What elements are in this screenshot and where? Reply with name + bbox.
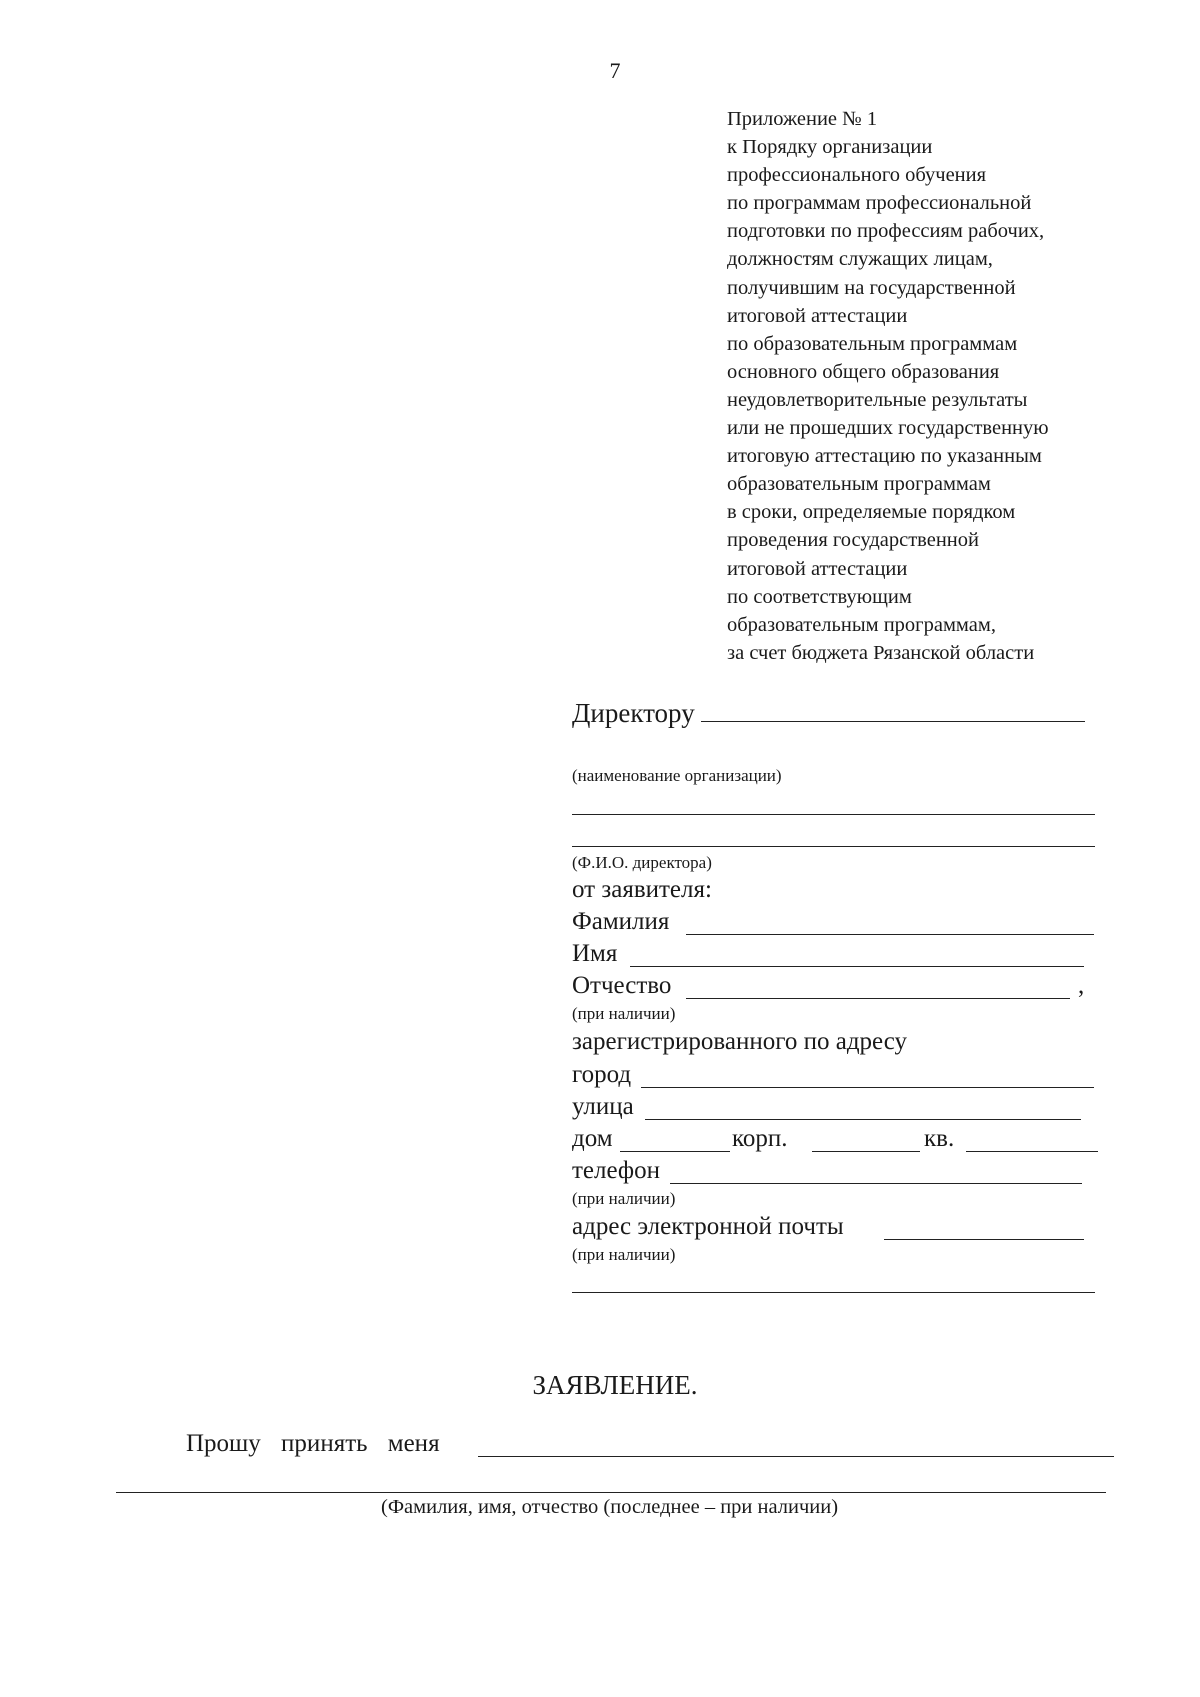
extra-line[interactable]	[572, 1292, 1095, 1293]
director-name-caption: (Ф.И.О. директора)	[572, 853, 712, 872]
appendix-line: образовательным программам	[727, 473, 991, 496]
director-name-line[interactable]	[572, 846, 1095, 847]
appendix-line: итоговую аттестацию по указанным	[727, 445, 1042, 468]
from-applicant-label: от заявителя:	[572, 876, 712, 903]
street-label: улица	[572, 1093, 634, 1120]
building-label: корп.	[732, 1125, 788, 1152]
appendix-line: итоговой аттестации	[727, 304, 908, 327]
email-note: (при наличии)	[572, 1245, 676, 1264]
appendix-line: в сроки, определяемые порядком	[727, 501, 1016, 524]
appendix-line: основного общего образования	[727, 360, 1000, 383]
apartment-label: кв.	[924, 1125, 955, 1152]
appendix-line: за счет бюджета Рязанской области	[727, 641, 1035, 664]
phone-note: (при наличии)	[572, 1189, 676, 1208]
appendix-line: итоговой аттестации	[727, 557, 908, 580]
phone-line[interactable]	[670, 1183, 1082, 1184]
phone-label: телефон	[572, 1157, 660, 1184]
city-label: город	[572, 1061, 632, 1088]
first-name-label: Имя	[572, 940, 618, 967]
email-line[interactable]	[884, 1239, 1084, 1240]
appendix-line: или не прошедших государственную	[727, 417, 1049, 440]
page-number: 7	[609, 58, 621, 83]
appendix-header	[727, 105, 1167, 667]
patronymic-line[interactable]	[686, 998, 1070, 999]
appendix-line: по программам профессиональной	[727, 192, 1032, 215]
building-line[interactable]	[812, 1151, 920, 1152]
appendix-line: подготовки по профессиям рабочих,	[727, 220, 1045, 243]
appendix-line: получившим на государственной	[727, 276, 1016, 299]
org-name-caption: (наименование организации)	[572, 766, 782, 785]
request-second-line[interactable]	[116, 1492, 1106, 1493]
request-text: Прошу принять меня	[186, 1430, 440, 1457]
city-line[interactable]	[641, 1087, 1094, 1088]
house-line[interactable]	[620, 1151, 730, 1152]
patronymic-comma: ,	[1078, 972, 1085, 999]
appendix-line: Приложение № 1	[727, 108, 878, 130]
appendix-line: профессионального обучения	[727, 164, 987, 187]
patronymic-note: (при наличии)	[572, 1004, 676, 1023]
appendix-line: образовательным программам,	[727, 613, 996, 636]
patronymic-label: Отчество	[572, 972, 672, 999]
director-org-line[interactable]	[701, 721, 1085, 722]
surname-label: Фамилия	[572, 908, 670, 935]
street-line[interactable]	[645, 1119, 1081, 1120]
appendix-line: к Порядку организации	[727, 136, 933, 159]
email-label: адрес электронной почты	[572, 1213, 844, 1240]
org-name-line[interactable]	[572, 814, 1095, 815]
appendix-line: должностям служащих лицам,	[727, 248, 993, 271]
appendix-line: по образовательным программам	[727, 332, 1018, 355]
appendix-line: неудовлетворительные результаты	[727, 388, 1028, 411]
name-caption: (Фамилия, имя, отчество (последнее – при наличии)	[381, 1496, 839, 1518]
statement-title: ЗАЯВЛЕНИЕ.	[532, 1370, 698, 1400]
apartment-line[interactable]	[966, 1151, 1098, 1152]
appendix-line: проведения государственной	[727, 529, 979, 552]
first-name-line[interactable]	[630, 966, 1084, 967]
director-label: Директору	[572, 698, 695, 728]
surname-line[interactable]	[686, 934, 1094, 935]
house-label: дом	[572, 1125, 613, 1152]
appendix-line: по соответствующим	[727, 585, 912, 608]
request-name-line[interactable]	[478, 1456, 1114, 1457]
registered-address-label: зарегистрированного по адресу	[572, 1028, 908, 1055]
